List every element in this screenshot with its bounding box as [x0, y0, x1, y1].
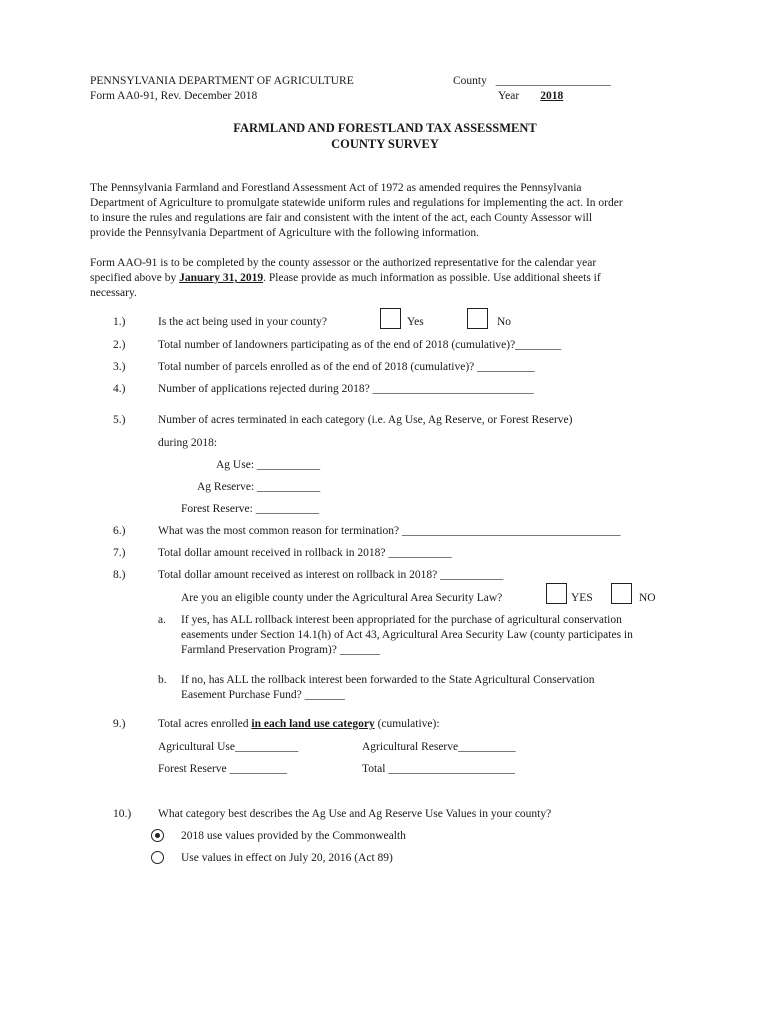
- intro-p1-line3: to insure the rules and regulations are fair and consistent with the intent of the act, each County Assessor will: [90, 212, 593, 224]
- q1-text: Is the act being used in your county?: [158, 316, 327, 328]
- form-title-line1: FARMLAND AND FORESTLAND TAX ASSESSMENT: [233, 121, 537, 135]
- q1-yes-checkbox[interactable]: [380, 308, 401, 329]
- q10-number: 10.): [113, 808, 132, 820]
- q9-forest-reserve[interactable]: Forest Reserve __________: [158, 763, 288, 775]
- q8a-line1: If yes, has ALL rollback interest been appropriated for the purchase of agricultural conservation: [181, 614, 622, 626]
- intro-p2-line2: [90, 272, 601, 284]
- county-field[interactable]: [453, 75, 611, 87]
- deadline-date: January 31, 2019: [179, 272, 264, 284]
- form-title-line2: COUNTY SURVEY: [331, 137, 439, 151]
- intro-p2-text-post: . Please provide as much information as possible. Use additional sheets if: [263, 272, 601, 284]
- q10-option2-label: Use values in effect on July 20, 2016 (Act 89): [181, 852, 393, 864]
- q9-ag-use[interactable]: Agricultural Use___________: [158, 741, 299, 753]
- q6-number: 6.): [113, 525, 126, 537]
- q6-text[interactable]: What was the most common reason for termination? ______________________________________: [158, 525, 621, 537]
- year-value: 2018: [540, 90, 564, 102]
- form-id: Form AA0-91, Rev. December 2018: [90, 90, 258, 102]
- q10-option1-radio[interactable]: [151, 829, 164, 842]
- county-label: County: [453, 75, 487, 87]
- q8-eligible-question: Are you an eligible county under the Agricultural Area Security Law?: [181, 592, 503, 604]
- q8-number: 8.): [113, 569, 126, 581]
- q9-ag-reserve[interactable]: Agricultural Reserve__________: [362, 741, 516, 753]
- year-label: Year: [498, 90, 520, 102]
- q8a-line2: easements under Section 14.1(h) of Act 43, Agricultural Area Security Law (county participates in: [181, 629, 633, 641]
- intro-p1-line2: Department of Agriculture to promulgate statewide uniform rules and regulations for implementing the act. In order: [90, 197, 623, 209]
- intro-p1-line1: The Pennsylvania Farmland and Forestland Assessment Act of 1972 as amended requires the Pennsylvania: [90, 182, 582, 194]
- q5-ag-reserve[interactable]: Ag Reserve: ___________: [197, 481, 321, 493]
- q5-text: Number of acres terminated in each category (i.e. Ag Use, Ag Reserve, or Forest Reserve): [158, 414, 573, 426]
- q2-number: 2.): [113, 339, 126, 351]
- q8-no-checkbox[interactable]: [611, 583, 632, 604]
- q7-text[interactable]: Total dollar amount received in rollback in 2018? ___________: [158, 547, 452, 559]
- q9-number: 9.): [113, 718, 126, 730]
- q5-forest-reserve[interactable]: Forest Reserve: ___________: [181, 503, 319, 515]
- q8-yes-label: YES: [571, 592, 593, 604]
- q8-text[interactable]: Total dollar amount received as interest on rollback in 2018? ___________: [158, 569, 504, 581]
- intro-p2-line3: necessary.: [90, 287, 137, 299]
- q8b-line2[interactable]: Easement Purchase Fund? _______: [181, 689, 345, 701]
- q5-text2: during 2018:: [158, 437, 218, 449]
- year-field: [498, 90, 563, 102]
- q1-yes-label: Yes: [407, 316, 424, 328]
- q8a-line3[interactable]: Farmland Preservation Program)? _______: [181, 644, 380, 656]
- q4-number: 4.): [113, 383, 126, 395]
- intro-p1-line4: provide the Pennsylvania Department of Agriculture with the following information.: [90, 227, 479, 239]
- q3-number: 3.): [113, 361, 126, 373]
- q8a-label: a.: [158, 614, 166, 626]
- q8-no-label: NO: [639, 592, 656, 604]
- q1-no-label: No: [497, 316, 512, 328]
- intro-p2-text: specified above by: [90, 272, 180, 284]
- intro-p2-line1: Form AAO-91 is to be completed by the county assessor or the authorized representative for the calendar year: [90, 257, 597, 269]
- q3-text[interactable]: Total number of parcels enrolled as of the end of 2018 (cumulative)? __________: [158, 361, 535, 373]
- q9-text: [158, 718, 440, 730]
- q5-ag-use[interactable]: Ag Use: ___________: [216, 459, 321, 471]
- q8b-line1: If no, has ALL the rollback interest been forwarded to the State Agricultural Conservation: [181, 674, 595, 686]
- q8-yes-checkbox[interactable]: [546, 583, 567, 604]
- q9-total[interactable]: Total ______________________: [362, 763, 515, 775]
- q1-number: 1.): [113, 316, 126, 328]
- q9-text-pre: Total acres enrolled: [158, 718, 252, 730]
- q7-number: 7.): [113, 547, 126, 559]
- department-name: PENNSYLVANIA DEPARTMENT OF AGRICULTURE: [90, 75, 354, 87]
- q9-text-post: (cumulative):: [374, 718, 440, 730]
- q2-text[interactable]: Total number of landowners participating as of the end of 2018 (cumulative)?________: [158, 339, 562, 351]
- q9-text-emphasis: in each land use category: [251, 718, 375, 730]
- q1-no-checkbox[interactable]: [467, 308, 488, 329]
- q10-option1-label: 2018 use values provided by the Commonwealth: [181, 830, 406, 842]
- q10-text: What category best describes the Ag Use and Ag Reserve Use Values in your county?: [158, 808, 552, 820]
- q8b-label: b.: [158, 674, 167, 686]
- q5-number: 5.): [113, 414, 126, 426]
- county-blank[interactable]: ____________________: [495, 75, 611, 87]
- q10-option2-radio[interactable]: [151, 851, 164, 864]
- q4-text[interactable]: Number of applications rejected during 2018? ____________________________: [158, 383, 534, 395]
